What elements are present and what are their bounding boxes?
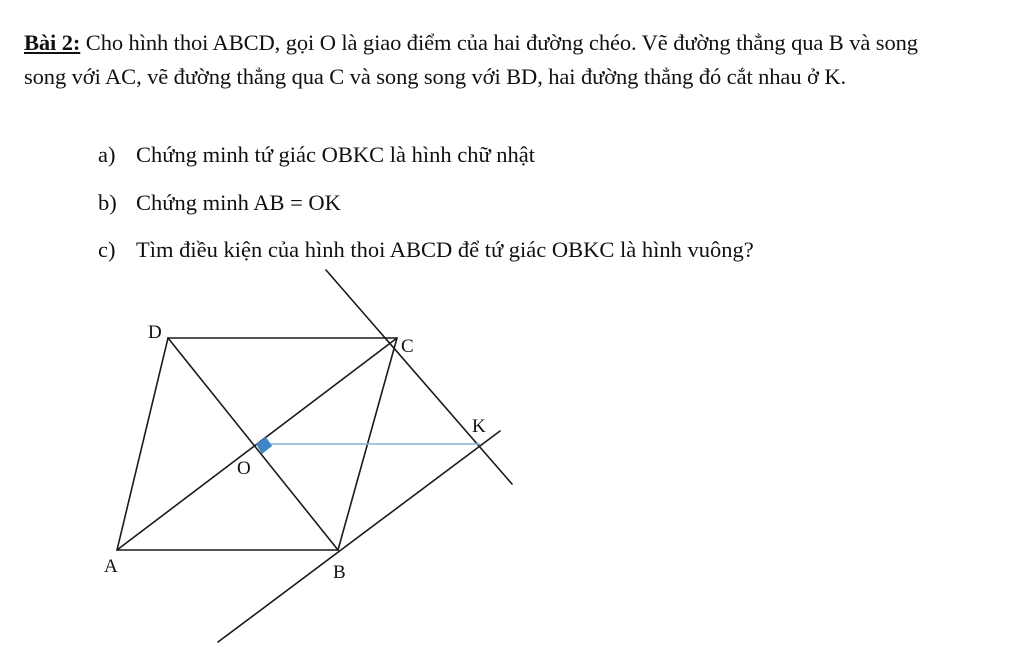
label-C: C xyxy=(401,336,414,357)
part-b-text: Chứng minh AB = OK xyxy=(136,190,341,215)
label-D: D xyxy=(148,322,162,343)
side-DA xyxy=(117,338,168,550)
problem-label: Bài 2: xyxy=(24,30,81,55)
problem-text: Cho hình thoi ABCD, gọi O là giao điểm của hai đường chéo. Vẽ đường thẳng qua B và song song với AC, vẽ đường thẳng qua C và song song với BD, hai đường thẳng đó cắt nhau ở K. xyxy=(24,30,918,89)
part-b-letter: b) xyxy=(98,190,117,215)
part-a-letter: a) xyxy=(98,142,116,167)
label-O: O xyxy=(237,458,251,479)
line-through-B xyxy=(218,431,500,642)
label-K: K xyxy=(472,416,486,437)
label-B: B xyxy=(333,562,346,583)
part-a-text: Chứng minh tứ giác OBKC là hình chữ nhật xyxy=(136,142,536,167)
part-c-letter: c) xyxy=(98,237,116,262)
line-through-C xyxy=(326,270,512,484)
part-c-text: Tìm điều kiện của hình thoi ABCD để tứ giác OBKC là hình vuông? xyxy=(136,237,754,262)
label-A: A xyxy=(104,556,118,577)
